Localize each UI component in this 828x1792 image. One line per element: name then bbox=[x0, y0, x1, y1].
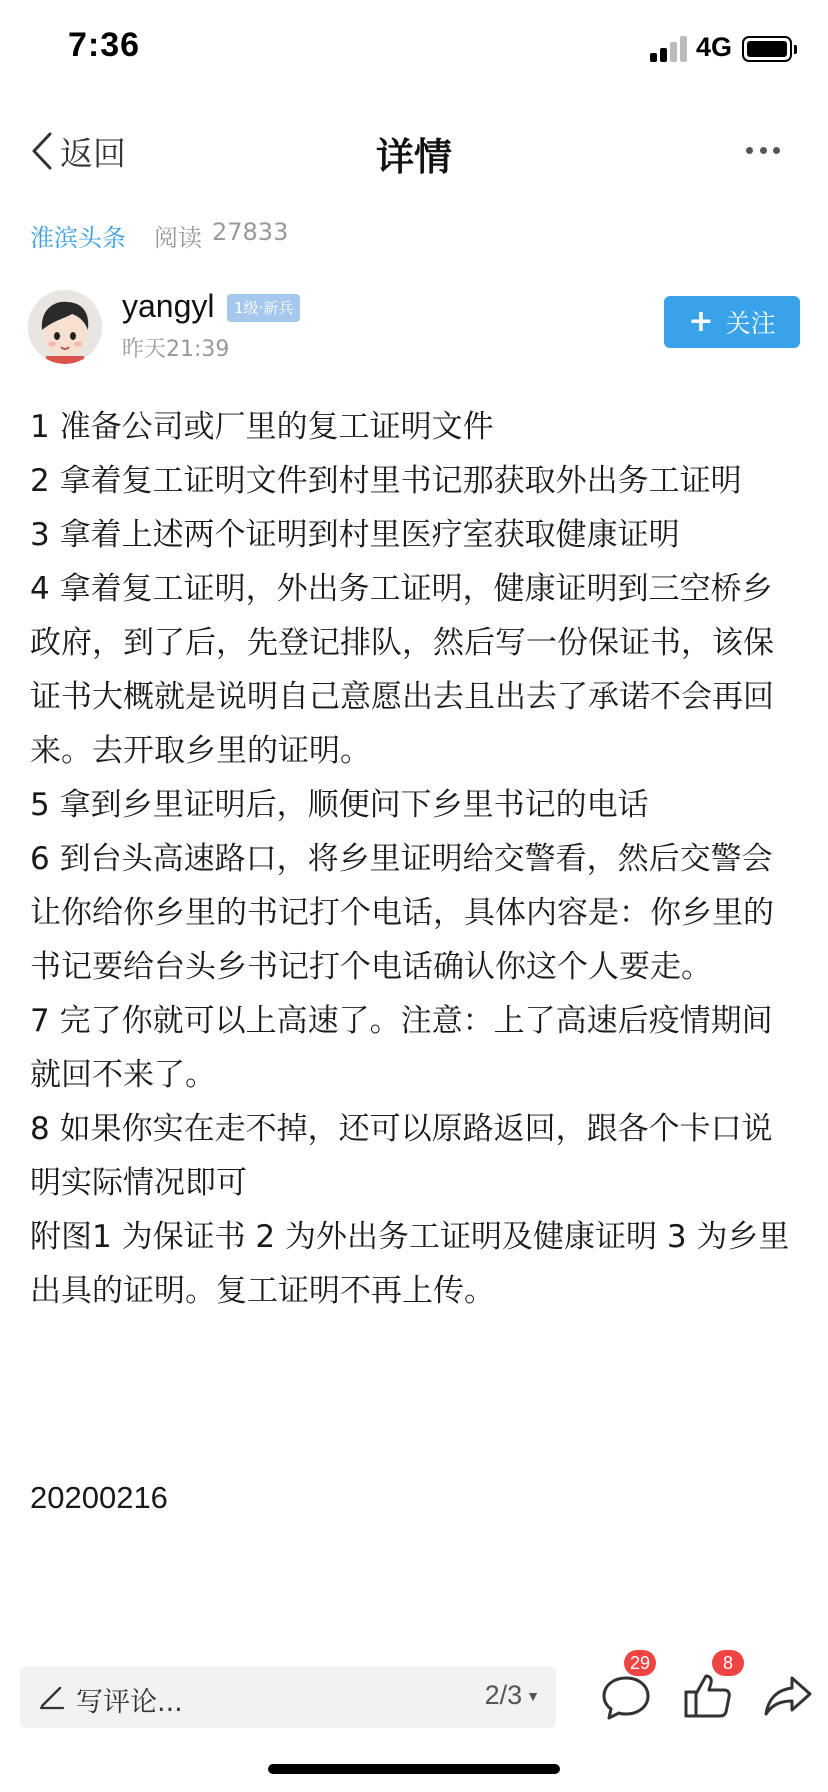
read-label: 阅读 bbox=[154, 224, 202, 252]
page-title: 详情 bbox=[375, 135, 452, 179]
comment-count-badge: 29 bbox=[624, 1650, 656, 1676]
pen-icon bbox=[38, 1682, 66, 1710]
nav-bar bbox=[0, 100, 828, 200]
share-icon bbox=[760, 1668, 816, 1724]
bottom-bar bbox=[0, 1653, 828, 1750]
author-row bbox=[28, 288, 800, 368]
like-button[interactable] bbox=[680, 1653, 736, 1724]
more-icon[interactable] bbox=[746, 140, 780, 160]
thumbs-up-icon bbox=[680, 1668, 736, 1724]
page-indicator[interactable] bbox=[485, 1680, 540, 1711]
signal-icon bbox=[650, 36, 688, 62]
post-line: 3 拿着上述两个证明到村里医疗室获取健康证明 bbox=[30, 517, 680, 553]
author-name[interactable]: yangyl bbox=[122, 288, 215, 324]
post-line: 4 拿着复工证明，外出务工证明，健康证明到三空桥乡政府，到了后，先登记排队，然后写一份保证书，该保证书大概就是说明自己意愿出去且出去了承诺不会再回来。去开取乡里的证明。 bbox=[30, 571, 774, 769]
post-meta bbox=[30, 218, 288, 253]
home-indicator[interactable] bbox=[268, 1764, 560, 1774]
like-count-badge: 8 bbox=[712, 1650, 744, 1676]
follow-button[interactable] bbox=[664, 296, 800, 348]
post-line: 2 拿着复工证明文件到村里书记那获取外出务工证明 bbox=[30, 463, 742, 499]
post-date: 20200216 bbox=[30, 1480, 168, 1515]
avatar[interactable] bbox=[28, 290, 102, 364]
comment-button[interactable] bbox=[598, 1653, 654, 1724]
comment-input[interactable] bbox=[20, 1666, 556, 1728]
post-time: 昨天21:39 bbox=[122, 337, 230, 362]
page-indicator-label: 2/3 bbox=[484, 1680, 523, 1710]
back-label: 返回 bbox=[60, 133, 126, 173]
post-body bbox=[30, 400, 802, 1318]
caret-down-icon: ▼ bbox=[526, 1687, 540, 1704]
read-count-value: 27833 bbox=[212, 218, 289, 246]
plus-icon: + bbox=[688, 304, 714, 339]
source-link[interactable]: 淮滨头条 bbox=[30, 224, 126, 252]
read-count bbox=[154, 218, 288, 253]
avatar-image bbox=[28, 290, 102, 364]
battery-icon bbox=[742, 36, 792, 62]
comment-placeholder: 写评论... bbox=[76, 1687, 183, 1718]
status-bar bbox=[0, 0, 828, 100]
status-time: 7:36 bbox=[68, 26, 141, 64]
share-button[interactable] bbox=[760, 1668, 816, 1724]
post-line: 1 准备公司或厂里的复工证明文件 bbox=[30, 409, 494, 445]
post-line: 8 如果你实在走不掉，还可以原路返回，跟各个卡口说明实际情况即可 bbox=[30, 1111, 773, 1201]
level-badge: 1级·新兵 bbox=[227, 294, 300, 322]
follow-label: 关注 bbox=[725, 309, 776, 338]
post-line: 附图1 为保证书 2 为外出务工证明及健康证明 3 为乡里出具的证明。复工证明不再上传。 bbox=[30, 1219, 790, 1309]
comment-icon bbox=[598, 1668, 654, 1724]
network-type: 4G bbox=[696, 32, 733, 62]
post-line: 6 到台头高速路口，将乡里证明给交警看，然后交警会让你给你乡里的书记打个电话，具体内容是：你乡里的书记要给台头乡书记打个电话确认你这个人要走。 bbox=[30, 841, 774, 985]
post-line: 7 完了你就可以上高速了。注意：上了高速后疫情期间就回不来了。 bbox=[30, 1003, 773, 1093]
post-line: 5 拿到乡里证明后，顺便问下乡里书记的电话 bbox=[30, 787, 649, 823]
